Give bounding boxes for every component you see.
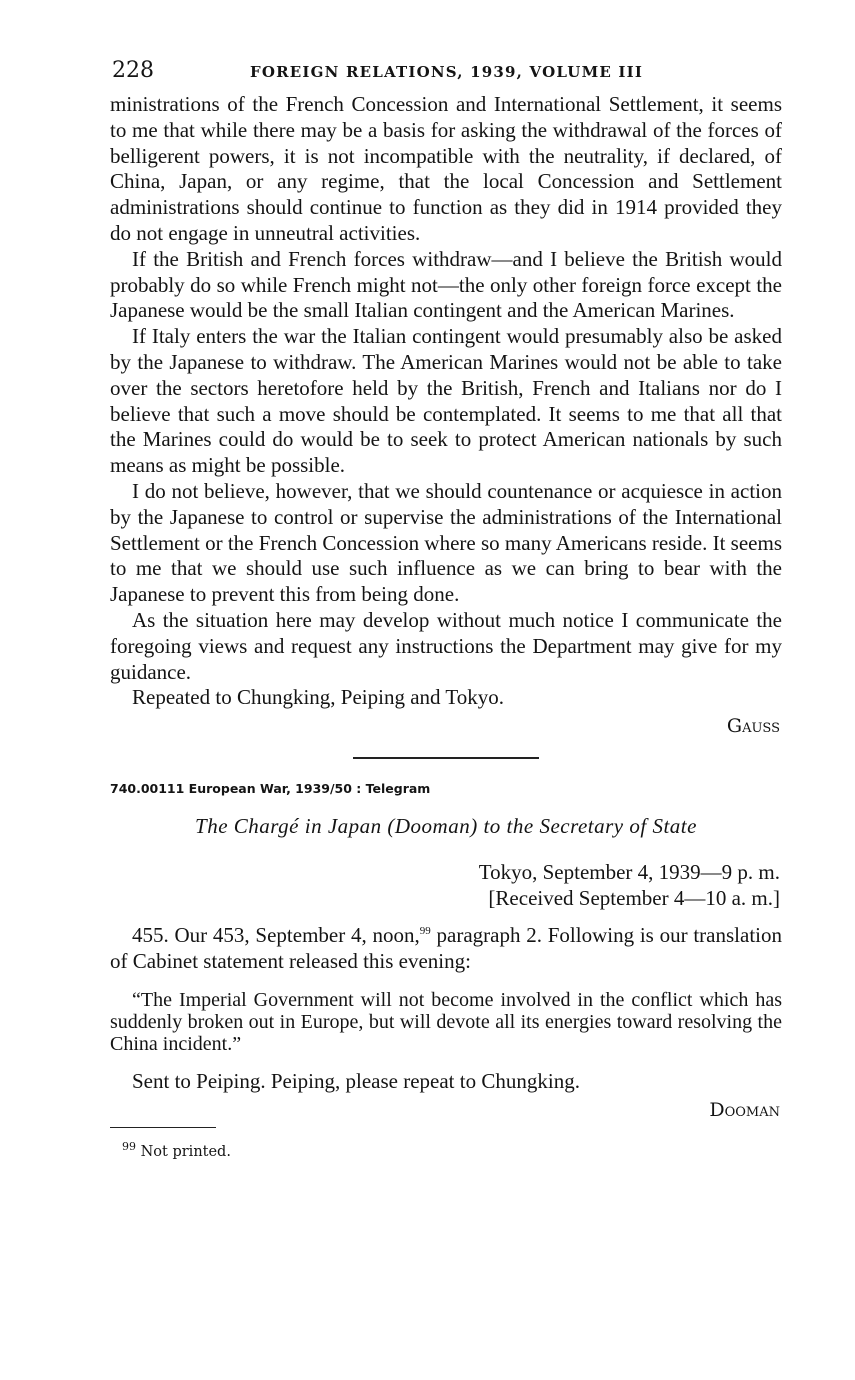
footnote-ref: 99 <box>419 925 431 938</box>
page-number: 228 <box>112 58 154 83</box>
signature-dooman: Dooman <box>709 1098 780 1121</box>
document-page <box>110 58 782 1159</box>
paragraph-british-french: If the British and French forces withdraw—and I believe the British would probably do so while French might not—the only other foreign force except the Japanese would be the small Italian contingent and the American Marines. <box>110 246 782 323</box>
running-head: FOREIGN RELATIONS, 1939, VOLUME III <box>250 63 644 81</box>
footnote-text: Not printed. <box>140 1143 231 1160</box>
dateline-sent: Tokyo, September 4, 1939—9 p. m. <box>478 860 780 885</box>
paragraph-continued: ministrations of the French Concession and International Settlement, it seems to me that while there may be a basis for asking the withdrawal of the forces of belligerent powers, it is not incompatible with the neutrality, if declared, of China, Japan, or any regime, that the local Concession and Settlement administrations should continue to function as they did in 1914 provided they do not engage in unneutral activities. <box>110 92 782 245</box>
paragraph-telegram <box>110 919 782 975</box>
paragraph-japanese-control: I do not believe, however, that we should countenance or acquiesce in action by the Japanese to control or supervise the administrations of the International Settlement or the French Concession where so many Americans reside. It seems to me that we should use such influence as we can bring to bear with the Japanese to prevent this from being done. <box>110 478 782 607</box>
closing-line: Sent to Peiping. Peiping, please repeat to Chungking. <box>132 1068 580 1093</box>
footnote-divider <box>110 1127 216 1128</box>
footnote-marker: 99 <box>122 1139 136 1153</box>
page-header <box>110 58 782 92</box>
footnote <box>122 1140 782 1160</box>
paragraph-repeated: Repeated to Chungking, Peiping and Tokyo. <box>132 685 505 710</box>
dateline <box>110 859 780 911</box>
document-title: The Chargé in Japan (Dooman) to the Secretary of State <box>195 814 697 839</box>
dateline-received: [Received September 4—10 a. m.] <box>488 886 780 911</box>
file-reference: 740.00111 European War, 1939/50 : Telegram <box>110 781 431 797</box>
paragraph-italy: If Italy enters the war the Italian contingent would presumably also be asked by the Japanese to withdraw. The American Marines would not be able to take over the sectors heretofore held by the British, French and Italians nor do I believe that such a move should be contemplated. It seems to me that all that the Marines could do would be to seek to protect American nationals by such means as might be possible. <box>110 324 782 478</box>
telegram-rest: paragraph 2. Following is our translation of Cabinet statement released this evening: <box>110 923 782 973</box>
section-divider <box>353 757 539 759</box>
paragraph-situation: As the situation here may develop without much notice I communicate the foregoing views and request any instructions the Department may give for my guidance. <box>110 607 782 684</box>
signature-gauss: Gauss <box>726 715 780 738</box>
telegram-lead: 455. Our 453, September 4, noon, <box>132 923 420 948</box>
cabinet-statement-quote: “The Imperial Government will not become involved in the conflict which has suddenly broken out in Europe, but will devote all its energies toward resolving the China incident.” <box>110 988 782 1055</box>
